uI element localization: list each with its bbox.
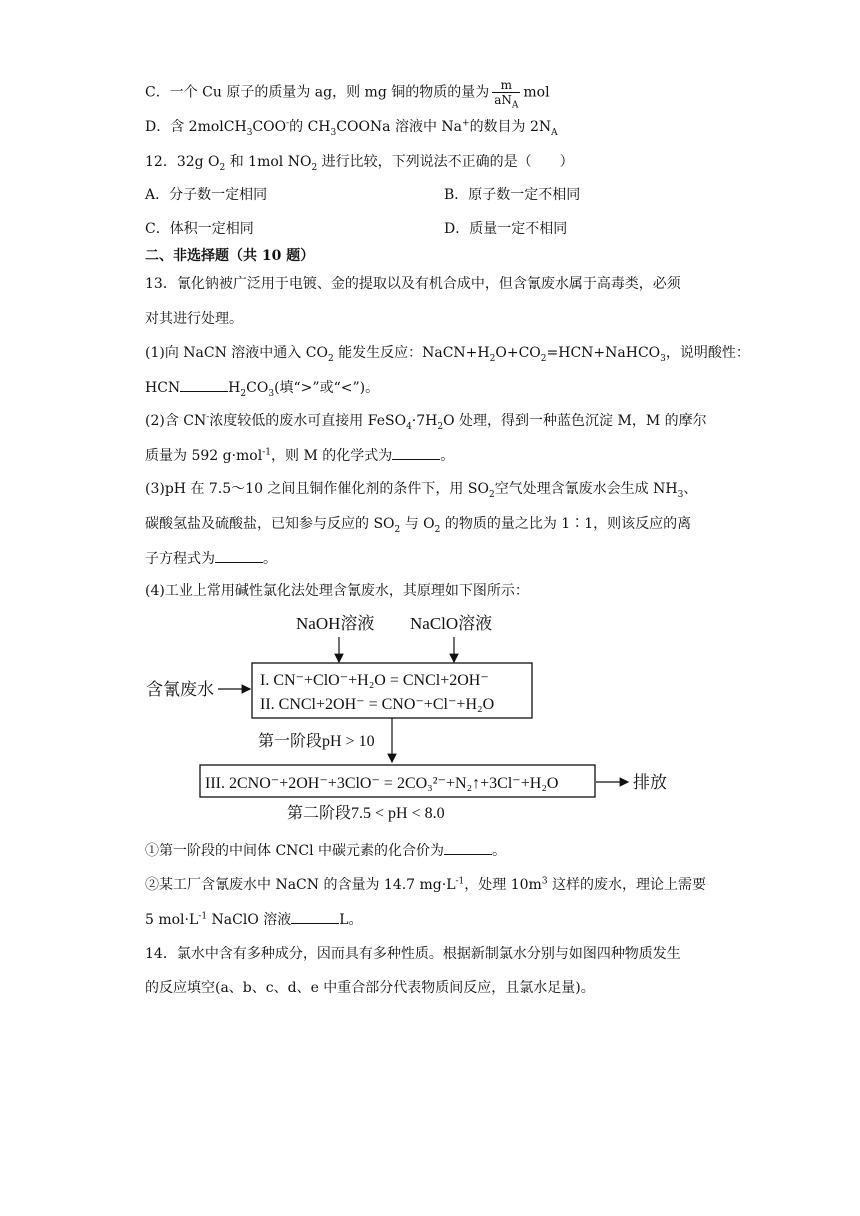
text: 12．32g O	[145, 154, 220, 170]
sub: 3	[677, 489, 684, 500]
text: 碳酸氢盐及硫酸盐，已知参与反应的 SO	[145, 516, 395, 532]
q13-stem-line2: 对其进行处理。	[145, 311, 243, 327]
q13-part3-line2	[145, 514, 691, 534]
sub: 2	[540, 353, 547, 364]
text: L。	[339, 912, 363, 928]
sub: 2	[327, 353, 334, 364]
text: H	[228, 380, 241, 396]
sub: 2	[219, 162, 226, 173]
reaction-1: I. CN⁻+ClO⁻+H₂O = CNCl+2OH⁻	[260, 672, 489, 689]
text: ，说明酸性：	[665, 345, 750, 361]
sub: 2	[240, 388, 247, 399]
q13-part3-line1	[145, 479, 697, 499]
q13-part2-line1	[145, 411, 707, 431]
sub: 2	[434, 524, 441, 535]
text: O+CO	[495, 345, 541, 361]
naclo-label: NaClO溶液	[410, 614, 493, 633]
input-label: 含氰废水	[146, 680, 214, 699]
text: 的数目为 2N	[469, 119, 552, 135]
sup: -	[286, 118, 290, 129]
text: 的 CH	[289, 119, 331, 135]
text: =HCN+NaHCO	[546, 345, 661, 361]
fraction	[492, 78, 520, 111]
text: CO	[246, 380, 269, 396]
sup: -	[206, 412, 210, 423]
q13-part2-line2	[145, 445, 454, 466]
text: COO	[252, 119, 287, 135]
stage2-condition: 第二阶段7.5 < pH < 8.0	[287, 805, 445, 822]
answer-blank[interactable]	[180, 377, 228, 392]
text: 。	[492, 843, 507, 859]
sub: 2	[489, 353, 496, 364]
naoh-label: NaOH溶液	[296, 614, 375, 633]
sup: -1	[455, 876, 465, 887]
reaction-2: II. CNCl+2OH⁻ = CNO⁻+Cl⁻+H₂O	[260, 696, 495, 713]
fraction-numerator: m	[492, 78, 520, 93]
q11-option-c	[145, 78, 550, 111]
text: 空气处理含氰废水会生成 NH	[494, 481, 678, 497]
sup: +	[462, 118, 470, 129]
answer-blank[interactable]	[291, 909, 339, 924]
text: (3)pH 在 7.5～10 之间且铜作催化剂的条件下，用 SO	[145, 481, 489, 497]
text: (填“>”或“<”)。	[274, 380, 380, 396]
text: COONa 溶液中 Na	[336, 119, 463, 135]
text: 子方程式为	[145, 551, 215, 567]
text: ·7H	[411, 413, 438, 429]
q14-line2: 的反应填空(a、b、c、d、e 中重合部分代表物质间反应，且氯水足量)。	[145, 980, 595, 996]
sub: A	[511, 100, 519, 111]
sub: 3	[660, 353, 666, 364]
q14-line1: 14．氯水中含有多种成分，因而具有多种性质。根据新制氯水分别与如图四种物质发生	[145, 946, 681, 962]
q13-stem-line1: 13．氰化钠被广泛用于电镀、金的提取以及有机合成中，但含氰废水属于高毒类，必须	[145, 276, 681, 292]
q12-option-a: A．分子数一定相同	[145, 187, 268, 203]
text: 的物质的量之比为 1∶1，则该反应的离	[440, 516, 692, 532]
text: 进行比较，下列说法不正确的是（ ）	[317, 154, 574, 170]
text: (1)向 NaCN 溶液中通入 CO	[145, 345, 328, 361]
text: O 处理，得到一种蓝色沉淀 M，M 的摩尔	[443, 413, 707, 429]
sub: 3	[268, 388, 275, 399]
text: 浓度较低的废水可直接用 FeSO	[209, 413, 407, 429]
output-label: 排放	[633, 773, 667, 792]
q12-option-c: C．体积一定相同	[145, 221, 254, 237]
q13-part1-line2	[145, 377, 379, 398]
q13-sub2-line1	[145, 875, 706, 895]
sub: 2	[394, 524, 401, 535]
q12-stem	[145, 152, 574, 172]
reaction-3: III. 2CNO⁻+2OH⁻+3ClO⁻ = 2CO₃²⁻+N₂↑+3Cl⁻+H₂O	[205, 775, 559, 792]
text: 质量为 592 g·mol	[145, 448, 263, 464]
q13-part3-line3	[145, 548, 277, 569]
q13-sub2-line2	[145, 909, 363, 930]
sup: 3	[541, 876, 548, 887]
sup: -1	[198, 911, 208, 922]
stage1-condition: 第一阶段pH > 10	[258, 733, 375, 750]
sub: 4	[406, 421, 412, 432]
sup: -1	[262, 447, 271, 458]
process-diagram	[0, 605, 860, 825]
answer-blank[interactable]	[392, 445, 440, 460]
q13-part1-line1	[145, 343, 750, 363]
text: 能发生反应：NaCN+H	[333, 345, 490, 361]
text: HCN	[145, 380, 181, 396]
text: 。	[440, 448, 455, 464]
text: 与 O	[400, 516, 435, 532]
q11-option-d	[145, 117, 558, 137]
sub: 2	[488, 489, 495, 500]
text: 5 mol·L	[145, 912, 199, 928]
sub: 3	[246, 127, 253, 138]
text: D．含 2molCH	[145, 119, 247, 135]
answer-blank[interactable]	[444, 840, 492, 855]
fraction-denominator: aN	[494, 93, 512, 107]
q12-option-b: B．原子数一定不相同	[444, 187, 581, 203]
text: 、	[683, 481, 698, 497]
text: NaClO 溶液	[207, 912, 292, 928]
section-title: 二、非选择题（共 10 题）	[145, 248, 315, 264]
text: ，则 M 的化学式为	[271, 448, 393, 464]
q11-c-text: C．一个 Cu 原子的质量为 ag，则 mg 铜的物质的量为	[145, 84, 490, 101]
q12-option-d: D．质量一定不相同	[444, 221, 568, 237]
q13-part4: (4)工业上常用碱性氯化法处理含氰废水，其原理如下图所示：	[145, 583, 529, 599]
text: ①第一阶段的中间体 CNCl 中碳元素的化合价为	[145, 843, 445, 859]
sub: 2	[437, 421, 444, 432]
answer-blank[interactable]	[215, 548, 263, 563]
text: ，处理 10m	[464, 877, 542, 893]
text: 和 1mol NO	[225, 154, 312, 170]
text: ②某工厂含氰废水中 NaCN 的含量为 14.7 mg·L	[145, 877, 456, 893]
text: 。	[263, 551, 277, 567]
q13-sub1	[145, 840, 506, 861]
sub: A	[551, 127, 558, 138]
text: (2)含 CN	[145, 413, 207, 429]
sub: 3	[330, 127, 337, 138]
text: 这样的废水，理论上需要	[547, 877, 707, 893]
unit: mol	[523, 84, 550, 101]
sub: 2	[311, 162, 318, 173]
